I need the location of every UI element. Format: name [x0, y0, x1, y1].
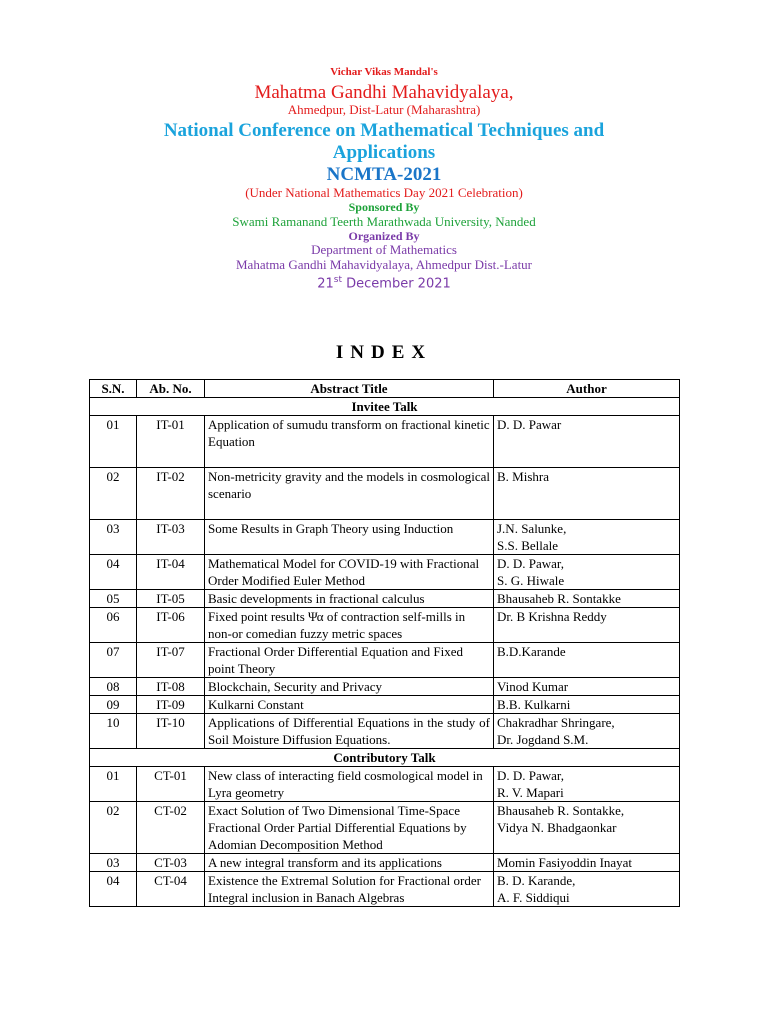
cell-sn: 08 [90, 678, 137, 696]
section-heading-invitee: Invitee Talk [90, 398, 680, 416]
index-table-body [90, 398, 680, 907]
cell-ab-no: IT-09 [137, 696, 205, 714]
cell-ab-no: CT-04 [137, 872, 205, 907]
author-text-2: S. G. Hiwale [497, 573, 565, 588]
cell-title: Fixed point results Ψα of contraction self-mills in non-or comedian fuzzy metric spaces [205, 608, 494, 643]
cell-title: Blockchain, Security and Privacy [205, 678, 494, 696]
cell-ab-no: IT-03 [137, 520, 205, 555]
table-row [90, 468, 680, 520]
cell-title: Fractional Order Differential Equation and Fixed point Theory [205, 643, 494, 678]
table-row [90, 714, 680, 749]
cell-sn: 09 [90, 696, 137, 714]
cell-sn: 04 [90, 555, 137, 590]
cell-sn: 04 [90, 872, 137, 907]
index-title: INDEX [335, 342, 433, 363]
author-text-2: R. V. Mapari [497, 785, 564, 800]
cell-sn: 06 [90, 608, 137, 643]
cell-ab-no: IT-10 [137, 714, 205, 749]
cell-sn: 05 [90, 590, 137, 608]
author-text: B. D. Karande, [497, 873, 576, 888]
cell-sn: 01 [90, 767, 137, 802]
cell-sn: 10 [90, 714, 137, 749]
cell-author: Momin Fasiyoddin Inayat [494, 854, 680, 872]
table-row [90, 416, 680, 468]
cell-author [494, 802, 680, 854]
section-row-invitee [90, 398, 680, 416]
date-suffix: st [333, 275, 342, 286]
cell-sn: 07 [90, 643, 137, 678]
cell-title: Mathematical Model for COVID-19 with Fractional Order Modified Euler Method [205, 555, 494, 590]
cell-author: B.D.Karande [494, 643, 680, 678]
conference-date [0, 275, 768, 292]
table-row [90, 520, 680, 555]
cell-sn: 02 [90, 802, 137, 854]
date-month-year: December 2021 [342, 276, 451, 292]
organized-heading: Organized By [348, 228, 420, 243]
cell-author [494, 714, 680, 749]
sponsored-heading: Sponsored By [348, 199, 420, 214]
title-text-2: Equation [208, 434, 255, 449]
cell-title: Applications of Differential Equations in the study of Soil Moisture Diffusion Equations. [205, 714, 494, 749]
author-text: D. D. Pawar, [497, 556, 564, 571]
cell-author: Vinod Kumar [494, 678, 680, 696]
cell-sn: 03 [90, 520, 137, 555]
organizer-college: Mahatma Gandhi Mahavidyalaya, Ahmedpur Dist.-Latur [235, 257, 533, 273]
section-row-contributory [90, 749, 680, 767]
cell-sn: 02 [90, 468, 137, 520]
author-text: J.N. Salunke, [497, 521, 567, 536]
conference-title-line2: Applications [332, 142, 436, 164]
conference-abbreviation: NCMTA-2021 [326, 164, 442, 186]
organizer-department: Department of Mathematics [311, 242, 457, 258]
table-row [90, 643, 680, 678]
table-header-row [90, 380, 680, 398]
author-text-2: A. F. Siddiqui [497, 890, 570, 905]
cell-ab-no: CT-03 [137, 854, 205, 872]
cell-author: B.B. Kulkarni [494, 696, 680, 714]
author-text-2: S.S. Bellale [497, 538, 559, 553]
cell-author [494, 520, 680, 555]
college-name: Mahatma Gandhi Mahavidyalaya, [254, 81, 514, 103]
cell-title: A new integral transform and its applications [205, 854, 494, 872]
cell-title: Some Results in Graph Theory using Induction [205, 520, 494, 555]
cell-ab-no: IT-04 [137, 555, 205, 590]
table-row [90, 854, 680, 872]
column-header-ab-no: Ab. No. [137, 380, 205, 398]
cell-author: Bhausaheb R. Sontakke [494, 590, 680, 608]
column-header-title: Abstract Title [205, 380, 494, 398]
sponsor-name: Swami Ramanand Teerth Marathwada University, Nanded [232, 213, 536, 229]
table-row [90, 872, 680, 907]
cell-author: D. D. Pawar [494, 416, 680, 468]
cell-author [494, 872, 680, 907]
cell-title: New class of interacting field cosmological model in Lyra geometry [205, 767, 494, 802]
cell-author: B. Mishra [494, 468, 680, 520]
cell-title: Non-metricity gravity and the models in cosmological scenario [205, 468, 494, 520]
conference-occasion: (Under National Mathematics Day 2021 Celebration) [245, 184, 523, 200]
author-text-2: Dr. Jogdand S.M. [497, 732, 589, 747]
cell-ab-no: IT-05 [137, 590, 205, 608]
cell-ab-no: CT-02 [137, 802, 205, 854]
cell-ab-no: CT-01 [137, 767, 205, 802]
document-header [0, 66, 768, 293]
author-text-2: Vidya N. Bhadgaonkar [497, 820, 617, 835]
cell-title: Existence the Extremal Solution for Fractional order Integral inclusion in Banach Algebras [205, 872, 494, 907]
cell-ab-no: IT-08 [137, 678, 205, 696]
title-text: Application of sumudu transform on fractional kinetic [208, 417, 490, 432]
cell-sn: 03 [90, 854, 137, 872]
table-row [90, 802, 680, 854]
column-header-sn: S.N. [90, 380, 137, 398]
cell-title: Basic developments in fractional calculus [205, 590, 494, 608]
cell-title: Kulkarni Constant [205, 696, 494, 714]
society-name: Vichar Vikas Mandal's [330, 66, 438, 78]
author-text: Chakradhar Shringare, [497, 715, 615, 730]
cell-ab-no: IT-07 [137, 643, 205, 678]
table-row [90, 608, 680, 643]
cell-title [205, 416, 494, 468]
table-row [90, 555, 680, 590]
cell-title: Exact Solution of Two Dimensional Time-Space Fractional Order Partial Differential Equations by Adomian Decomposition Method [205, 802, 494, 854]
table-row [90, 590, 680, 608]
date-day: 21 [317, 276, 334, 292]
author-text: Bhausaheb R. Sontakke, [497, 803, 625, 818]
cell-ab-no: IT-01 [137, 416, 205, 468]
author-text: D. D. Pawar, [497, 768, 564, 783]
cell-author [494, 555, 680, 590]
cell-author [494, 767, 680, 802]
conference-title-line1: National Conference on Mathematical Techniques and [163, 120, 605, 142]
cell-sn: 01 [90, 416, 137, 468]
index-table [89, 379, 680, 907]
table-row [90, 767, 680, 802]
cell-ab-no: IT-06 [137, 608, 205, 643]
table-row [90, 678, 680, 696]
section-heading-contributory: Contributory Talk [90, 749, 680, 767]
college-location: Ahmedpur, Dist-Latur (Maharashtra) [287, 102, 481, 118]
column-header-author: Author [494, 380, 680, 398]
cell-ab-no: IT-02 [137, 468, 205, 520]
table-row [90, 696, 680, 714]
cell-author: Dr. B Krishna Reddy [494, 608, 680, 643]
